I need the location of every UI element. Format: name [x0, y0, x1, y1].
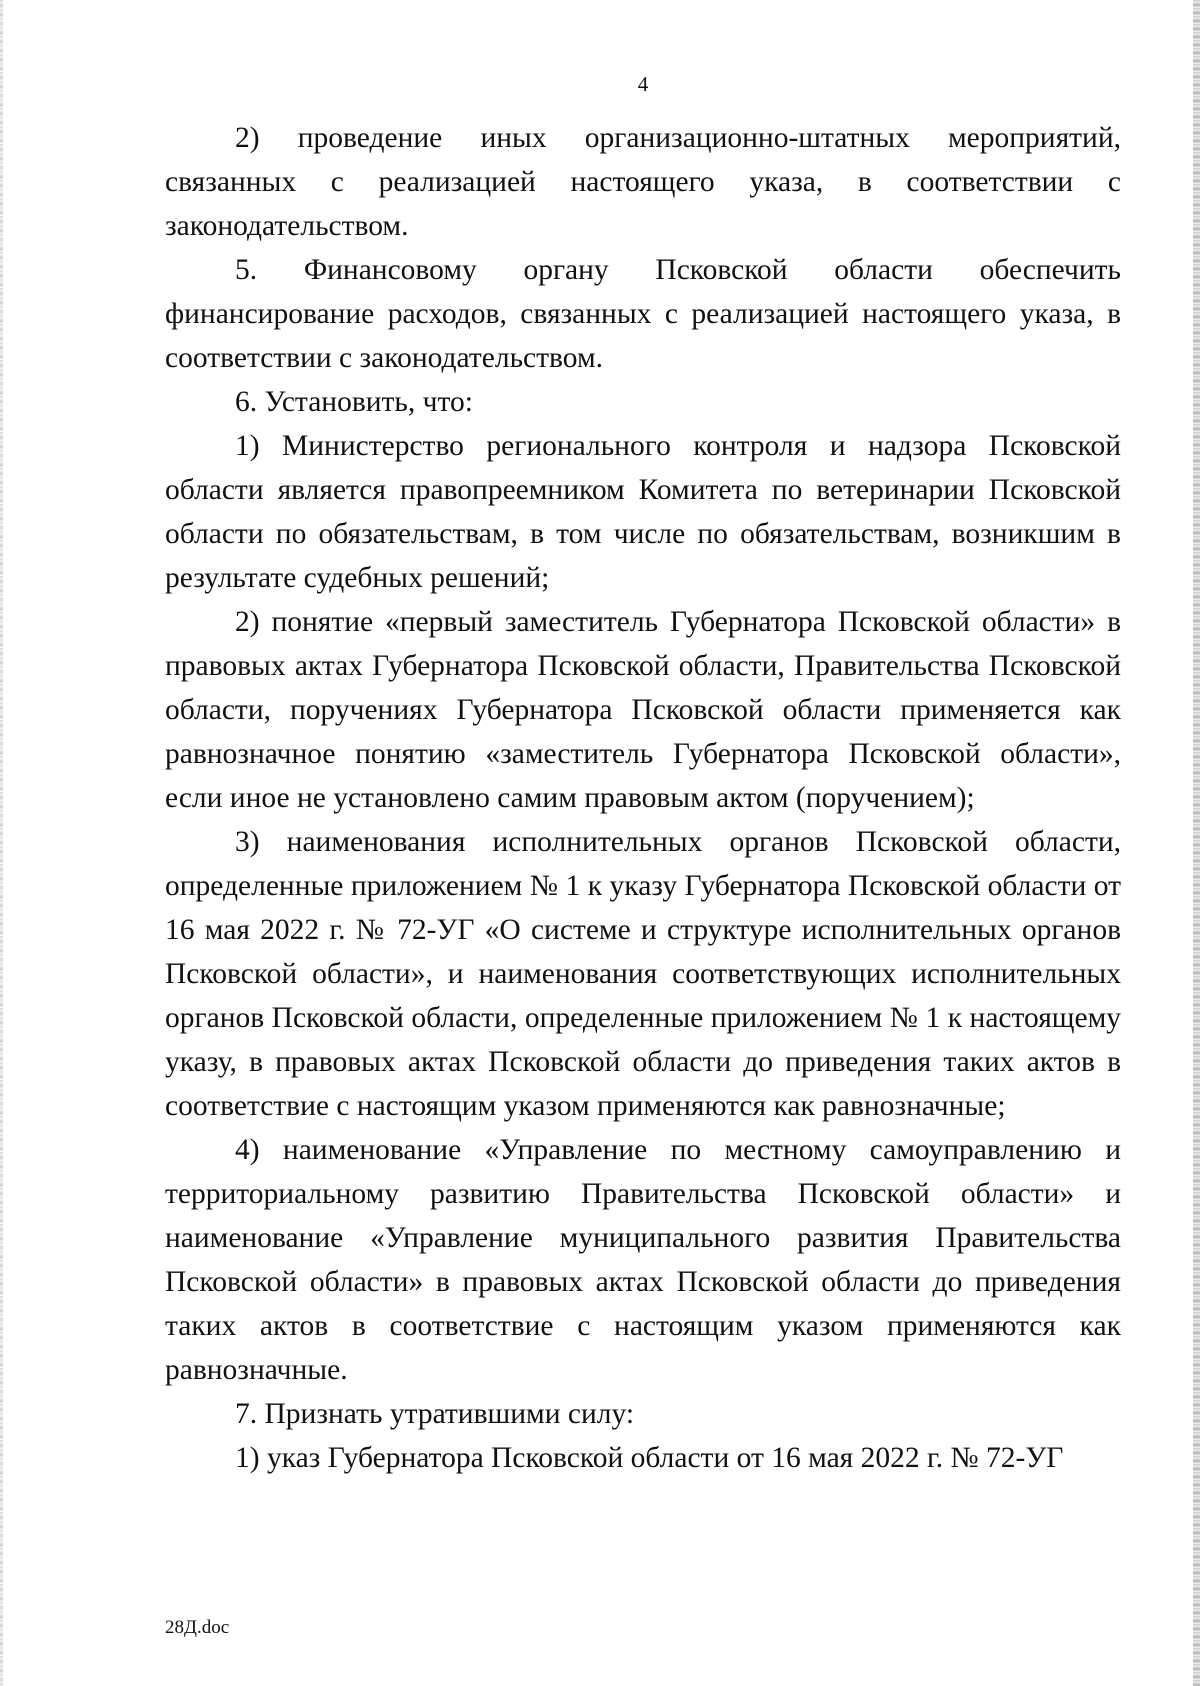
document-body: [165, 116, 1121, 1480]
paragraph-clause-5: 5. Финансовому органу Псковской области обеспечить финансирование расходов, связанных с реализацией настоящего указа, в соответствии с законодательством.: [165, 254, 1121, 374]
scan-edge-left: [0, 0, 3, 1686]
page-number: 4: [637, 72, 649, 96]
paragraph-clause-7: 7. Признать утратившими силу:: [235, 1398, 635, 1430]
paragraph-clause-6: 6. Установить, что:: [235, 386, 473, 418]
file-name-footer: 28Д.doc: [165, 1617, 230, 1638]
paragraph-item-2-2: 2) проведение иных организационно-штатных мероприятий, связанных с реализацией настоящего указа, в соответствии с законодательством.: [165, 122, 1121, 242]
paragraph-item-7-1: 1) указ Губернатора Псковской области от 16 мая 2022 г. № 72-УГ: [235, 1442, 1064, 1474]
paragraph-item-6-4: 4) наименование «Управление по местному самоуправлению и территориальному развитию Правительства Псковской области» и наименование «Управление муниципального развития Правительства Псковской области» в правовых актах Псковской области до приведения таких актов в соответствие с настоящим указом применяются как равнозначные.: [165, 1134, 1121, 1386]
paragraph-item-6-2: 2) понятие «первый заместитель Губернатора Псковской области» в правовых актах Губернатора Псковской области, Правительства Псковской области, поручениях Губернатора Псковской области применяется как равнозначное понятию «заместитель Губернатора Псковской области», если иное не установлено самим правовым актом (поручением);: [165, 606, 1121, 814]
scan-edge-right: [1193, 0, 1200, 1686]
paragraph-item-6-1: 1) Министерство регионального контроля и надзора Псковской области является правопреемником Комитета по ветеринарии Псковской области по обязательствам, в том числе по обязательствам, возникшим в результате судебных решений;: [165, 430, 1121, 594]
paragraph-item-6-3: 3) наименования исполнительных органов Псковской области, определенные приложением № 1 к указу Губернатора Псковской области от 16 мая 2022 г. № 72-УГ «О системе и структуре исполнительных органов Псковской области», и наименования соответствующих исполнительных органов Псковской области, определенные приложением № 1 к настоящему указу, в правовых актах Псковской области до приведения таких актов в соответствие с настоящим указом применяются как равнозначные;: [165, 826, 1121, 1122]
